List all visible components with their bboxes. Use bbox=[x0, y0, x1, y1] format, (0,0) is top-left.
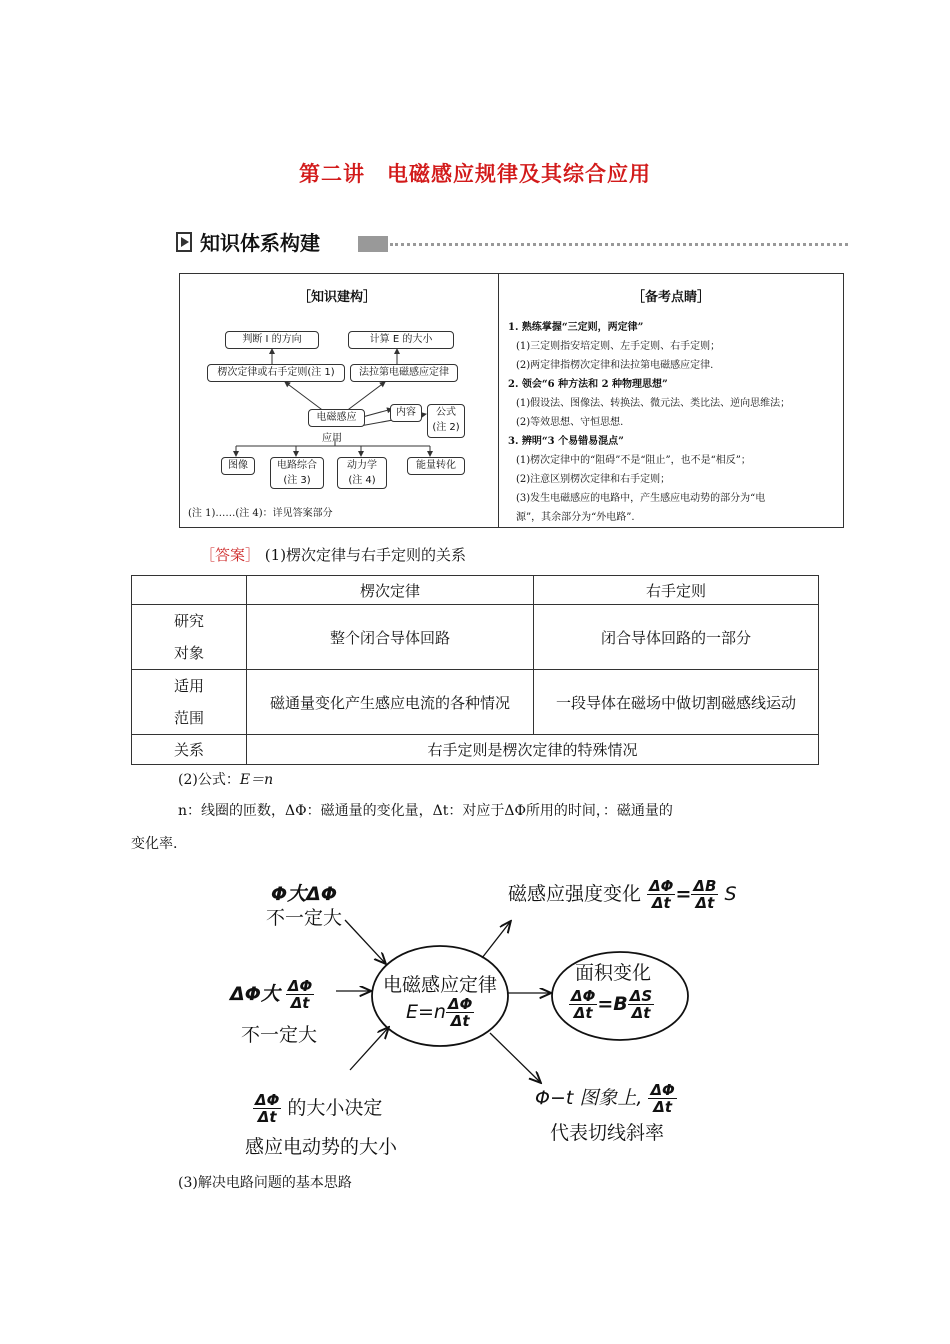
tip-line: (1)三定则指安培定则、左手定则、右手定则； bbox=[516, 341, 721, 352]
banner-grey-block bbox=[358, 236, 388, 252]
tr-eq: = bbox=[675, 883, 692, 905]
flow-application: 应用 bbox=[322, 433, 342, 444]
tr-fraction-2 bbox=[691, 878, 718, 911]
answer-line bbox=[200, 544, 466, 565]
tip-line: 源”，其余部分为“外电路”. bbox=[516, 512, 635, 523]
frac-den: Δt bbox=[695, 894, 715, 912]
flow-image: 图像 bbox=[221, 457, 255, 475]
tip-line: 3. 辨明“3 个易错易混点” bbox=[508, 436, 624, 447]
formula-text: E＝n bbox=[239, 772, 274, 788]
frac-num: ΔS bbox=[629, 987, 653, 1005]
mr-formula bbox=[569, 988, 654, 1021]
page-title bbox=[0, 158, 950, 188]
tl-line-1: Φ大ΔΦ bbox=[270, 883, 337, 905]
footer-line: (3)解决电路问题的基本思路 bbox=[178, 1175, 352, 1191]
diagram-top-left bbox=[262, 882, 346, 930]
answer-text: (1)楞次定律与右手定则的关系 bbox=[264, 546, 467, 564]
table-row bbox=[132, 605, 819, 670]
frac-num: ΔΦ bbox=[649, 877, 674, 895]
row-label-2: 范围 bbox=[173, 709, 204, 727]
answer-tag: ［答案］ bbox=[200, 546, 261, 564]
tr-fraction-1 bbox=[647, 878, 675, 911]
frac-num: ΔΦ bbox=[447, 995, 473, 1013]
tip-line: (2)等效思想、守恒思想. bbox=[516, 417, 624, 428]
row-label-1: 研究 bbox=[173, 612, 204, 630]
frac-den: Δt bbox=[573, 1004, 593, 1022]
tip-line: (1)楞次定律中的“阻碍”不是“阻止”，也不是“相反”； bbox=[516, 455, 751, 466]
flow-circuit-2: (注 3) bbox=[283, 475, 311, 486]
flow-em-induction: 电磁感应 bbox=[308, 409, 365, 427]
frac-den: Δt bbox=[631, 1004, 651, 1022]
frac-num: ΔΦ bbox=[650, 1081, 675, 1099]
row-label bbox=[132, 605, 247, 670]
title-part1: 第二讲 bbox=[299, 162, 365, 186]
flow-dynamics bbox=[337, 457, 387, 489]
bl-line-2: 感应电动势的大小 bbox=[245, 1136, 398, 1158]
tip-line: (2)两定律指楞次定律和法拉第电磁感应定律. bbox=[516, 360, 714, 371]
mr-eq: =B bbox=[597, 993, 628, 1015]
knowledge-box bbox=[179, 273, 844, 528]
flow-formula-2: (注 2) bbox=[432, 422, 460, 433]
ml-fraction bbox=[286, 978, 314, 1011]
diagram-bottom-right bbox=[535, 1082, 677, 1115]
center-e-eq: E=n bbox=[406, 1001, 446, 1023]
table-cell: 磁通量变化产生感应电流的各种情况 bbox=[247, 670, 534, 735]
banner-dotted-line bbox=[390, 243, 848, 246]
mr-fraction-1 bbox=[569, 988, 597, 1021]
concept-diagram-arrows bbox=[0, 860, 950, 1180]
tip-line: (2)注意区别楞次定律和右手定则； bbox=[516, 474, 671, 485]
tl-line-2: 不一定大 bbox=[265, 907, 342, 929]
section-banner bbox=[176, 228, 848, 258]
tip-line: 2. 领会“6 种方法和 2 种物理思想” bbox=[508, 379, 668, 390]
definition-line-1: n：线圈的匝数，ΔΦ：磁通量的变化量，Δt：对应于ΔΦ所用的时间，：磁通量的 bbox=[178, 803, 673, 819]
diagram-mid-left bbox=[230, 978, 314, 1011]
flow-calc-e: 计算 E 的大小 bbox=[348, 331, 454, 349]
frac-num: ΔΦ bbox=[255, 1091, 280, 1109]
br-line-2: 代表切线斜率 bbox=[550, 1122, 665, 1144]
table-header-cell: 右手定则 bbox=[534, 576, 819, 605]
table-header-cell bbox=[132, 576, 247, 605]
frac-num: ΔΦ bbox=[571, 987, 596, 1005]
mr-title: 面积变化 bbox=[575, 962, 652, 984]
tr-s: S bbox=[724, 883, 737, 905]
table-cell: 右手定则是楞次定律的特殊情况 bbox=[247, 735, 819, 765]
frac-num: ΔB bbox=[693, 877, 717, 895]
table-row bbox=[132, 735, 819, 765]
table-cell: 整个闭合导体回路 bbox=[247, 605, 534, 670]
frac-den: Δt bbox=[450, 1012, 470, 1030]
flow-formula bbox=[427, 404, 465, 438]
table-header-row bbox=[132, 576, 819, 605]
row-label: 关系 bbox=[132, 735, 247, 765]
formula-line bbox=[178, 769, 273, 789]
br-line-1: Φ−t 图象上, bbox=[535, 1087, 643, 1109]
flow-connectors bbox=[180, 274, 498, 529]
tips-list bbox=[508, 318, 840, 527]
tr-text: 磁感应强度变化 bbox=[508, 883, 642, 905]
frac-den: Δt bbox=[651, 894, 671, 912]
bl-line-1: 的大小决定 bbox=[287, 1097, 383, 1119]
row-label-1: 适用 bbox=[173, 677, 204, 695]
table-header-cell: 楞次定律 bbox=[247, 576, 534, 605]
center-title: 电磁感应定律 bbox=[382, 974, 497, 996]
mr-fraction-2 bbox=[628, 988, 654, 1021]
diagram-top-right bbox=[508, 878, 737, 911]
row-label-2: 对象 bbox=[173, 644, 204, 662]
center-fraction bbox=[446, 996, 474, 1029]
frac-den: Δt bbox=[290, 994, 310, 1012]
flow-circuit-1: 电路综合 bbox=[277, 460, 317, 471]
flow-energy: 能量转化 bbox=[407, 457, 465, 475]
box-note: (注 1)……(注 4)：详见答案部分 bbox=[188, 508, 333, 519]
right-header: ［备考点睛］ bbox=[632, 290, 711, 305]
ml-prefix: ΔΦ大 bbox=[230, 983, 280, 1005]
flow-faraday: 法拉第电磁感应定律 bbox=[350, 364, 458, 382]
center-formula bbox=[406, 996, 474, 1029]
flow-content: 内容 bbox=[390, 404, 422, 422]
flow-formula-1: 公式 bbox=[436, 407, 456, 418]
bl-fraction bbox=[253, 1092, 281, 1125]
ml-line-2: 不一定大 bbox=[241, 1024, 318, 1046]
row-label bbox=[132, 670, 247, 735]
table-row bbox=[132, 670, 819, 735]
flow-lenz-or-right: 楞次定律或右手定则(注 1) bbox=[207, 364, 345, 382]
table-cell: 一段导体在磁场中做切割磁感线运动 bbox=[534, 670, 819, 735]
definition-line-2: 变化率. bbox=[131, 836, 178, 852]
title-part2: 电磁感应规律及其综合应用 bbox=[387, 162, 651, 186]
tip-line: 1. 熟练掌握“三定则，两定律” bbox=[508, 322, 644, 333]
br-fraction bbox=[648, 1082, 676, 1115]
left-header: ［知识建构］ bbox=[298, 290, 377, 305]
frac-num: ΔΦ bbox=[287, 977, 313, 995]
section-label: 知识体系构建 bbox=[200, 231, 320, 255]
flow-dynamics-2: (注 4) bbox=[348, 475, 376, 486]
table-cell: 闭合导体回路的一部分 bbox=[534, 605, 819, 670]
frac-den: Δt bbox=[653, 1098, 673, 1116]
tip-line: (3)发生电磁感应的电路中，产生感应电动势的部分为“电 bbox=[516, 493, 766, 504]
flow-judge-i: 判断 I 的方向 bbox=[225, 331, 319, 349]
flow-dynamics-1: 动力学 bbox=[347, 460, 377, 471]
box-divider bbox=[498, 274, 499, 527]
frac-den: Δt bbox=[257, 1108, 277, 1126]
tip-line: (1)假设法、图像法、转换法、微元法、类比法、逆向思维法； bbox=[516, 398, 791, 409]
formula-prefix: (2)公式： bbox=[178, 772, 240, 788]
comparison-table bbox=[131, 575, 819, 765]
diagram-bottom-left bbox=[253, 1092, 382, 1125]
flow-circuit bbox=[270, 457, 324, 489]
